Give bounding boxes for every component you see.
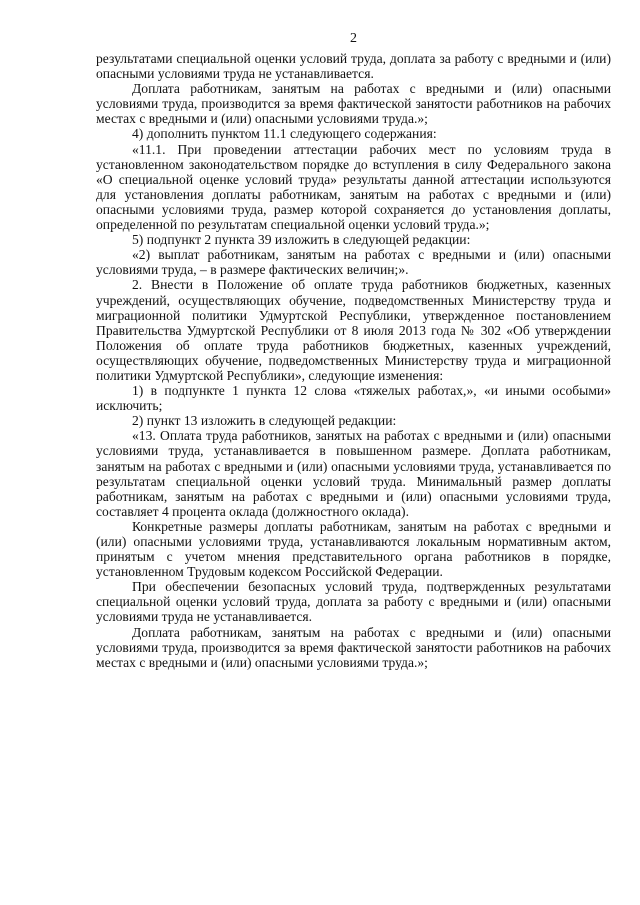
paragraph-safe-conditions: При обеспечении безопасных условий труда, подтвержденных результатами специальной оценки условий труда, доплата за работу с вредными и (или) опасными условиями труда не устанавливается. bbox=[96, 579, 611, 625]
paragraph-clause-11-1: «11.1. При проведении аттестации рабочих мест по условиям труда в установленном законодательством порядке до вступления в силу Федерального закона «О специальной оценке условий труда» результаты данной аттестации используются для установления доплаты работникам, занятым на работах с вредными и (или) опасными условиями труда, размер которой сохраняется до установления доплаты, определенной по результатам специальной оценки условий труда.»; bbox=[96, 141, 611, 233]
paragraph-section-2: 2. Внести в Положение об оплате труда работников бюджетных, казенных учреждений, осуществляющих обучение, подведомственных Министерству труда и миграционной политики Удмуртской Республики, утвержденное постановлением Правительства Удмуртской Республики от 8 июля 2013 года № 302 «Об утверждении Положения об оплате труда работников бюджетных, казенных учреждений, осуществляющих обучение, подведомственных Министерству труда и миграционной политики Удмуртской Республики», следующие изменения: bbox=[96, 277, 611, 383]
paragraph-payment-time-final: Доплата работникам, занятым на работах с вредными и (или) опасными условиями труда, производится за время фактической занятости работников на рабочих местах с вредными и (или) опасными условиями труда.»; bbox=[96, 624, 611, 670]
document-page bbox=[96, 30, 611, 670]
paragraph-change-1: 1) в подпункте 1 пункта 12 слова «тяжелых работах,», «и иными особыми» исключить; bbox=[96, 383, 611, 414]
paragraph-payment-time: Доплата работникам, занятым на работах с вредными и (или) опасными условиями труда, производится за время фактической занятости работников на рабочих местах с вредными и (или) опасными условиями труда.»; bbox=[96, 81, 611, 127]
paragraph-continuation: результатами специальной оценки условий труда, доплата за работу с вредными и (или) опасными условиями труда не устанавливается. bbox=[96, 51, 611, 82]
paragraph-subitem-2: «2) выплат работникам, занятым на работах с вредными и (или) опасными условиями труда, – в размере фактических величин;». bbox=[96, 247, 611, 278]
paragraph-item-5: 5) подпункт 2 пункта 39 изложить в следующей редакции: bbox=[132, 232, 471, 248]
paragraph-item-4: 4) дополнить пунктом 11.1 следующего содержания: bbox=[132, 126, 437, 142]
page-number: 2 bbox=[350, 31, 357, 46]
paragraph-specific-amounts: Конкретные размеры доплаты работникам, занятым на работах с вредными и (или) опасными условиями труда, устанавливаются локальным нормативным актом, принятым с учетом мнения представительного органа работников в порядке, установленном Трудовым кодексом Российской Федерации. bbox=[96, 518, 611, 580]
paragraph-change-2: 2) пункт 13 изложить в следующей редакции: bbox=[132, 413, 397, 429]
paragraph-clause-13: «13. Оплата труда работников, занятых на работах с вредными и (или) опасными условиями труда, устанавливается в повышенном размере. Доплата работникам, занятым на работах с вредными и (или) опасными условиями труда, устанавливается по результатам специальной оценки условий труда. Минимальный размер доплаты работникам, занятым на работах с вредными и (или) опасными условиями труда, составляет 4 процента оклада (должностного оклада). bbox=[96, 428, 611, 519]
